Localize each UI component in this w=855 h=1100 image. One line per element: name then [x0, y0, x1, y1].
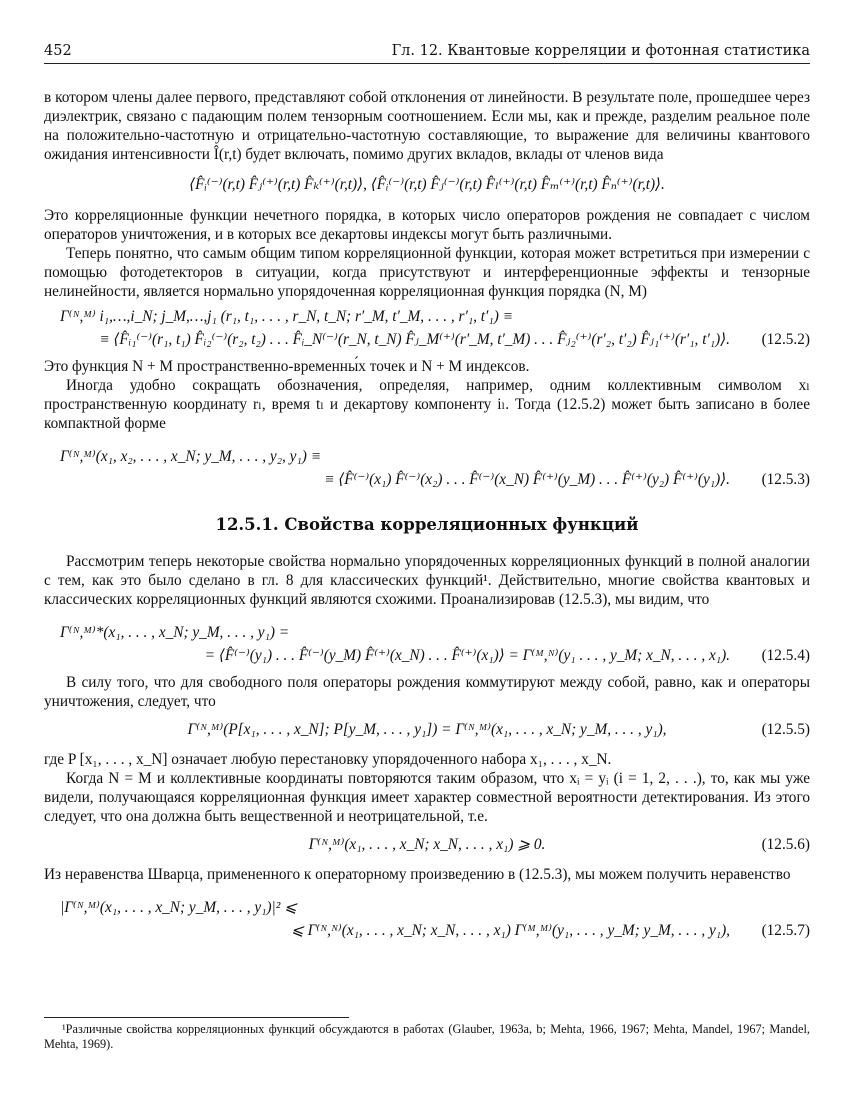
paragraph-7: В силу того, что для свободного поля операторы рождения коммутируют между собой, равно, как и операторы уничтожения, следует, что — [44, 674, 810, 710]
equation-line: Γ⁽ᴺ,ᴹ⁾ i₁,…,i_N; j_M,…,j₁ (r₁, t₁, . . . , r_N, t_N; r′_M, t′_M, . . . , r′₁, t′₁) ≡ — [60, 308, 513, 325]
equation-terms: ⟨F̂ᵢ⁽⁻⁾(r,t) F̂ⱼ⁽⁺⁾(r,t) F̂ₖ⁽⁺⁾(r,t)⟩, ⟨F̂ᵢ⁽⁻⁾(r,t) F̂ⱼ⁽⁻⁾(r,t) F̂ₗ⁽⁺⁾(r,t) F̂ₘ⁽⁺⁾(r,t) F̂ₙ⁽⁺⁾(r,t)⟩. — [189, 176, 665, 193]
equation-line: Γ⁽ᴺ,ᴹ⁾(x₁, x₂, . . . , x_N; y_M, . . . , y₂, y₁) ≡ — [60, 448, 322, 465]
equation-number: (12.5.6) — [761, 836, 810, 853]
paragraph-1: в котором члены далее первого, представляют собой отклонения от линейности. В результате поле, прошедшее через диэлектрик, связано с падающим полем тензорным соотношением. Если мы, как и прежде, разделим реальное поле на положительно-частотную и отрицательно-частотную составляющие, то выражение для величины квантового ожидания интенсивности Î(r,t) будет включать, помимо других вкладов, вклады от членов вида — [44, 89, 810, 163]
equation-12-5-5 — [44, 720, 810, 739]
running-title: Гл. 12. Квантовые корреляции и фотонная статистика — [391, 43, 810, 59]
equation-number: (12.5.3) — [761, 471, 810, 488]
equation-number: (12.5.2) — [761, 331, 810, 348]
paragraph-4: Это функция N + M пространственно-временны́х точек и N + M индексов. — [44, 358, 530, 375]
page-number: 452 — [44, 43, 72, 59]
paragraph-3: Теперь понятно, что самым общим типом корреляционной функции, которая может встретиться при измерении с помощью фотодетекторов в ситуации, когда присутствуют и интерференционные эффекты и тензорные нелинейности, является нормально упорядоченная корреляционная функция порядка (N, M) — [44, 245, 810, 300]
equation-line: |Γ⁽ᴺ,ᴹ⁾(x₁, . . . , x_N; y_M, . . . , y₁)|² ⩽ — [60, 899, 297, 916]
equation-number: (12.5.7) — [761, 922, 810, 939]
equation-12-5-7 — [44, 898, 810, 940]
footnote-rule — [44, 1017, 349, 1018]
equation-line: Γ⁽ᴺ,ᴹ⁾(x₁, . . . , x_N; x_N, . . . , x₁) ⩾ 0. — [308, 836, 546, 853]
equation-number: (12.5.4) — [761, 647, 810, 664]
paragraph-2: Это корреляционные функции нечетного порядка, в которых число операторов рождения не совпадает с числом операторов уничтожения, и в которых все декартовы индексы могут быть различными. — [44, 207, 810, 243]
equation-12-5-2 — [44, 307, 810, 349]
equation-number: (12.5.5) — [761, 721, 810, 738]
paragraph-9: Когда N = M и коллективные координаты повторяются таким образом, что xᵢ = yᵢ (i = 1, 2, . . .), то, как мы уже видели, получающаяся корреляционная функция имеет характер совместной вероятности детектирования. Из этого следует, что она должна быть вещественной и неотрицательной, т.е. — [44, 770, 810, 825]
equation-line: ≡ ⟨F̂ᵢ₁⁽⁻⁾(r₁, t₁) F̂ᵢ₂⁽⁻⁾(r₂, t₂) . . . F̂ᵢ_N⁽⁻⁾(r_N, t_N) F̂ⱼ_M⁽⁺⁾(r′_M, t′_M) . . . F̂ⱼ₂⁽⁺⁾(r′₂, t′₂) F̂ⱼ₁⁽⁺⁾(r′₁, t′₁)⟩. — [99, 331, 730, 348]
running-header — [44, 43, 810, 64]
equation-line: ⩽ Γ⁽ᴺ,ᴺ⁾(x₁, . . . , x_N; x_N, . . . , x₁) Γ⁽ᴹ,ᴹ⁾(y₁, . . . , y_M; y_M, . . . , y₁), — [291, 922, 730, 939]
paragraph-5: Иногда удобно сокращать обозначения, определяя, например, одним коллективным символом xₗ пространственную координату rₗ, время tₗ и декартову компоненту iₗ. Тогда (12.5.2) может быть записано в более компактной форме — [44, 377, 810, 432]
equation-line: Γ⁽ᴺ,ᴹ⁾*(x₁, . . . , x_N; y_M, . . . , y₁) = — [60, 624, 290, 641]
footnote-text: ¹Различные свойства корреляционных функций обсуждаются в работах (Glauber, 1963a, b; Mehta, 1966, 1967; Mehta, Mandel, 1967; Mandel, Mehta, 1969). — [44, 1022, 810, 1051]
equation-line: ≡ ⟨F̂⁽⁻⁾(x₁) F̂⁽⁻⁾(x₂) . . . F̂⁽⁻⁾(x_N) F̂⁽⁺⁾(y_M) . . . F̂⁽⁺⁾(y₂) F̂⁽⁺⁾(y₁)⟩. — [324, 471, 730, 488]
equation-12-5-3 — [44, 447, 810, 489]
section-heading: 12.5.1. Свойства корреляционных функций — [215, 515, 639, 534]
paragraph-10: Из неравенства Шварца, примененного к операторному произведению в (12.5.3), мы можем получить неравенство — [44, 866, 791, 883]
paragraph-8: где P [x₁, . . . , x_N] означает любую перестановку упорядоченного набора x₁, . . . , x_N. — [44, 751, 612, 768]
paragraph-6: Рассмотрим теперь некоторые свойства нормально упорядоченных корреляционных функций в полной аналогии с тем, как это было сделано в гл. 8 для классических функций¹. Действительно, многие свойства квантовых и классических корреляционных функций являются схожими. Проанализировав (12.5.3), мы видим, что — [44, 553, 810, 608]
footnote — [44, 1017, 810, 1052]
page-body — [44, 88, 810, 948]
equation-line: = ⟨F̂⁽⁻⁾(y₁) . . . F̂⁽⁻⁾(y_M) F̂⁽⁺⁾(x_N) . . . F̂⁽⁺⁾(x₁)⟩ = Γ⁽ᴹ,ᴺ⁾(y₁ . . . , y_M; x_N, . . . , x₁). — [204, 647, 730, 664]
equation-12-5-6 — [44, 835, 810, 854]
equation-line: Γ⁽ᴺ,ᴹ⁾(P[x₁, . . . , x_N]; P[y_M, . . . , y₁]) = Γ⁽ᴺ,ᴹ⁾(x₁, . . . , x_N; y_M, . . . , y₁), — [187, 721, 667, 738]
equation-12-5-4 — [44, 623, 810, 665]
